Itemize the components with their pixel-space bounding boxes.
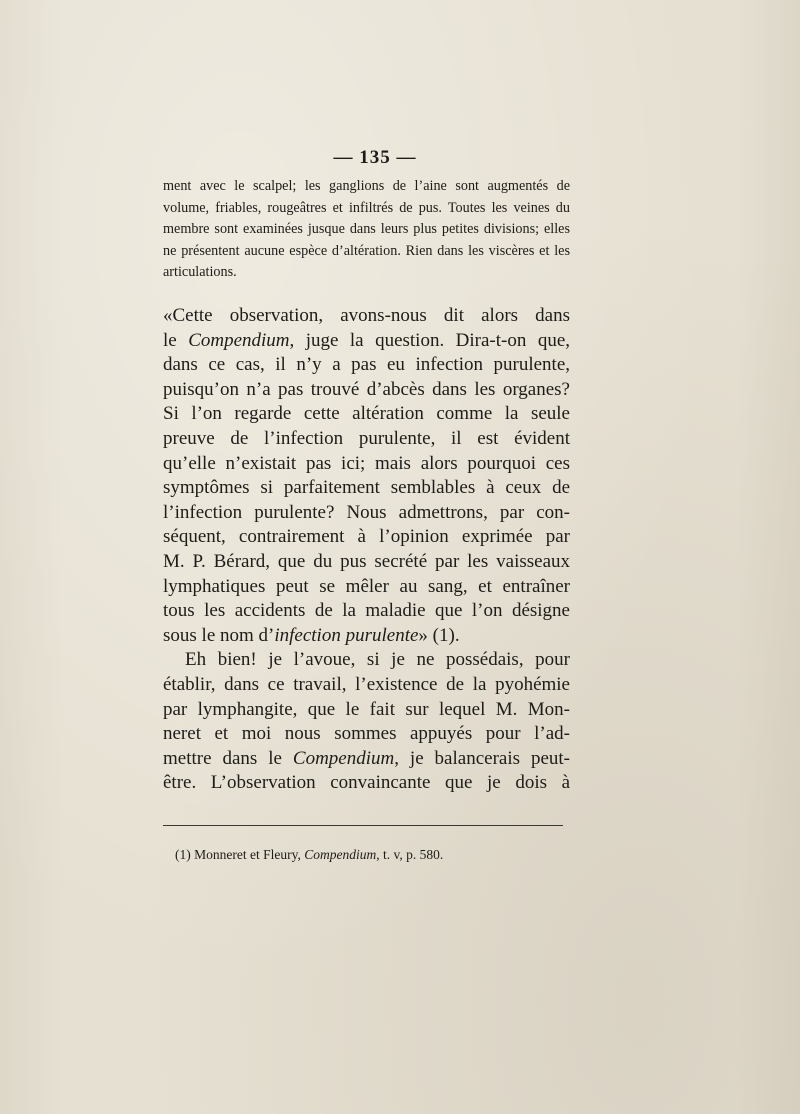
text-line <box>163 575 570 600</box>
italic-title: Compendium <box>292 747 395 769</box>
text-line <box>163 624 570 649</box>
text-line-content: dans ce cas, il n’y a pas eu infection purulente, <box>163 354 570 376</box>
text-line-content: » (1). <box>418 624 460 646</box>
text-line <box>163 476 570 501</box>
text-line-content: mettre dans le <box>163 747 293 769</box>
footnote <box>175 847 443 863</box>
text-line <box>163 722 570 747</box>
footnote-reference: , t. v, p. 580. <box>376 847 444 862</box>
italic-term: infection purulente <box>274 624 419 646</box>
italic-title: Compendium <box>188 329 290 351</box>
text-line <box>163 648 570 673</box>
text-line-content: sous le nom d’ <box>163 624 275 646</box>
page-number: — 135 — <box>333 147 417 168</box>
footnote-divider <box>163 825 563 826</box>
text-line-content: par lymphangite, que le fait sur lequel M. Mon- <box>163 698 570 720</box>
text-line-content: séquent, contrairement à l’opinion exprimée par <box>163 526 570 548</box>
main-text <box>163 304 570 796</box>
text-line-content: neret et moi nous sommes appuyés pour l’ad- <box>163 723 570 745</box>
text-line <box>163 452 570 477</box>
intro-paragraph: ment avec le scalpel; les ganglions de l’aine sont augmentés de volume, friables, rougeâtres et infiltrés de pus. Toutes les veines du membre sont examinées jusque dans leurs plus petites divisions; elles ne présentent aucune espèce d’altération. Rien dans les viscères et les articulations. <box>163 178 570 281</box>
text-line <box>163 402 570 427</box>
text-line <box>163 378 570 403</box>
text-line-content: qu’elle n’existait pas ici; mais alors pourquoi ces <box>163 452 570 474</box>
text-line <box>163 673 570 698</box>
intro-paragraph-block <box>163 176 570 284</box>
text-line-content: «Cette observation, avons-nous dit alors dans <box>163 305 570 326</box>
text-line <box>163 304 570 329</box>
text-line <box>163 525 570 550</box>
text-line-content: tous les accidents de la maladie que l’on désigne <box>163 600 570 622</box>
text-line-content: , juge la question. Dira-t-on que, <box>289 329 570 351</box>
footnote-marker: (1) <box>175 847 191 862</box>
text-line <box>163 698 570 723</box>
text-line-content: symptômes si parfaitement semblables à ceux de <box>163 477 570 499</box>
text-line <box>163 747 570 772</box>
text-line <box>163 353 570 378</box>
text-line-content: M. P. Bérard, que du pus secrété par les vaisseaux <box>163 550 570 572</box>
text-line <box>163 599 570 624</box>
text-line <box>163 329 570 354</box>
text-line <box>163 427 570 452</box>
text-line-content: être. L’observation convaincante que je dois à <box>163 772 570 794</box>
text-line <box>163 550 570 575</box>
text-line-content: l’infection purulente? Nous admettrons, par con- <box>163 501 570 523</box>
text-line-content: établir, dans ce travail, l’existence de la pyohémie <box>163 673 570 695</box>
footnote-authors: Monneret et Fleury, <box>194 847 305 862</box>
text-line-content: , je balancerais peut- <box>394 747 570 769</box>
text-line <box>163 771 570 796</box>
footnote-work-title: Compendium <box>304 847 377 862</box>
text-line-content: preuve de l’infection purulente, il est évident <box>163 427 570 449</box>
text-line-content: lymphatiques peut se mêler au sang, et entraîner <box>163 575 570 597</box>
text-line <box>163 501 570 526</box>
text-line-content: puisqu’on n’a pas trouvé d’abcès dans les organes? <box>163 378 570 400</box>
text-line-content: Eh bien! je l’avoue, si je ne possédais, pour <box>185 649 570 671</box>
text-line-content: le <box>163 329 189 351</box>
text-line-content: Si l’on regarde cette altération comme la seule <box>163 403 570 425</box>
